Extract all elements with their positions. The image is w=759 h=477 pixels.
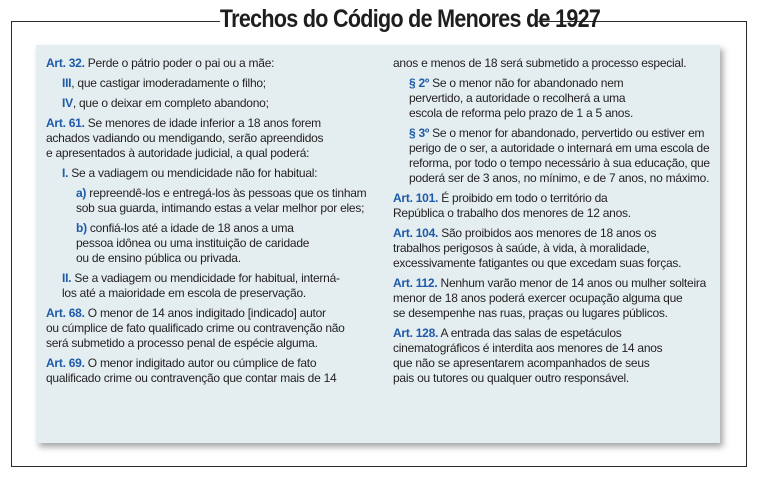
left-column bbox=[46, 45, 376, 386]
article-label: Art. 32. bbox=[46, 56, 85, 70]
content-panel bbox=[36, 45, 720, 443]
article-112: Art. 112. Nenhum varão menor de 14 anos ou mulher solteira menor de 18 anos poderá exercer ocupação alguma que se desempenhe nas ruas, praças ou lugares públicos. bbox=[393, 276, 707, 320]
article-61: Art. 61. Se menores de idade inferior a 18 anos forem achados vadiando ou mendigando, serão apreendidos e apresentados à autoridade judicial, a qual poderá: bbox=[46, 116, 324, 160]
article-69-continuation: anos e menos de 18 será submetido a processo especial. bbox=[393, 56, 687, 70]
article-69: Art. 69. O menor indigitado autor ou cúmplice de fato qualificado crime ou contravenção que contar mais de 14 bbox=[46, 356, 337, 385]
article-32-item-iv: IV, que o deixar em completo abandono; bbox=[62, 96, 269, 110]
article-68: Art. 68. O menor de 14 anos indigitado [indicado] autor ou cúmplice de fato qualificado crime ou contravenção não será submetido a processo penal de espécie alguma. bbox=[46, 306, 345, 350]
article-69-paragraph-3: § 3º Se o menor for abandonado, pervertido ou estiver em perigo de o ser, a autoridade o internará em uma escola de reforma, por todo o tempo necessário à sua educação, que poderá ser de 3 anos, no mínimo, e de 7 anos, no máximo. bbox=[409, 126, 710, 185]
article-61-item-i-b: b) confiá-los até a idade de 18 anos a uma pessoa idônea ou uma instituição de caridade ou de ensino pública ou privada. bbox=[76, 221, 310, 265]
article-61-item-i: I. Se a vadiagem ou mendicidade não for habitual: bbox=[62, 166, 318, 180]
article-32-item-iii: III, que castigar imoderadamente o filho; bbox=[62, 76, 266, 90]
article-101: Art. 101. É proibido em todo o território da República o trabalho dos menores de 12 anos. bbox=[393, 191, 631, 220]
right-column bbox=[393, 45, 713, 386]
article-128: Art. 128. A entrada das salas de espetáculos cinematográficos é interdita aos menores de 14 anos que não se apresentarem acompanhados de seus pais ou tutores ou qualquer outro responsável. bbox=[393, 326, 663, 385]
article-61-item-ii: II. Se a vadiagem ou mendicidade for habitual, interná- los até a maioridade em escola de preservação. bbox=[62, 271, 340, 300]
document-title: Trechos do Código de Menores de 1927 bbox=[219, 5, 601, 33]
article-32: Art. 32. Perde o pátrio poder o pai ou a mãe: bbox=[46, 56, 275, 70]
article-69-paragraph-2: § 2º Se o menor não for abandonado nem pervertido, a autoridade o recolherá a uma escola de reforma pelo prazo de 1 a 5 anos. bbox=[409, 76, 634, 120]
article-104: Art. 104. São proibidos aos menores de 18 anos os trabalhos perigosos à saúde, à vida, à moralidade, excessivamente fatigantes ou que excedam suas forças. bbox=[393, 226, 682, 270]
article-61-item-i-a: a) repreendê-los e entregá-los às pessoas que os tinham sob sua guarda, intimando estas a velar melhor por eles; bbox=[76, 186, 367, 215]
